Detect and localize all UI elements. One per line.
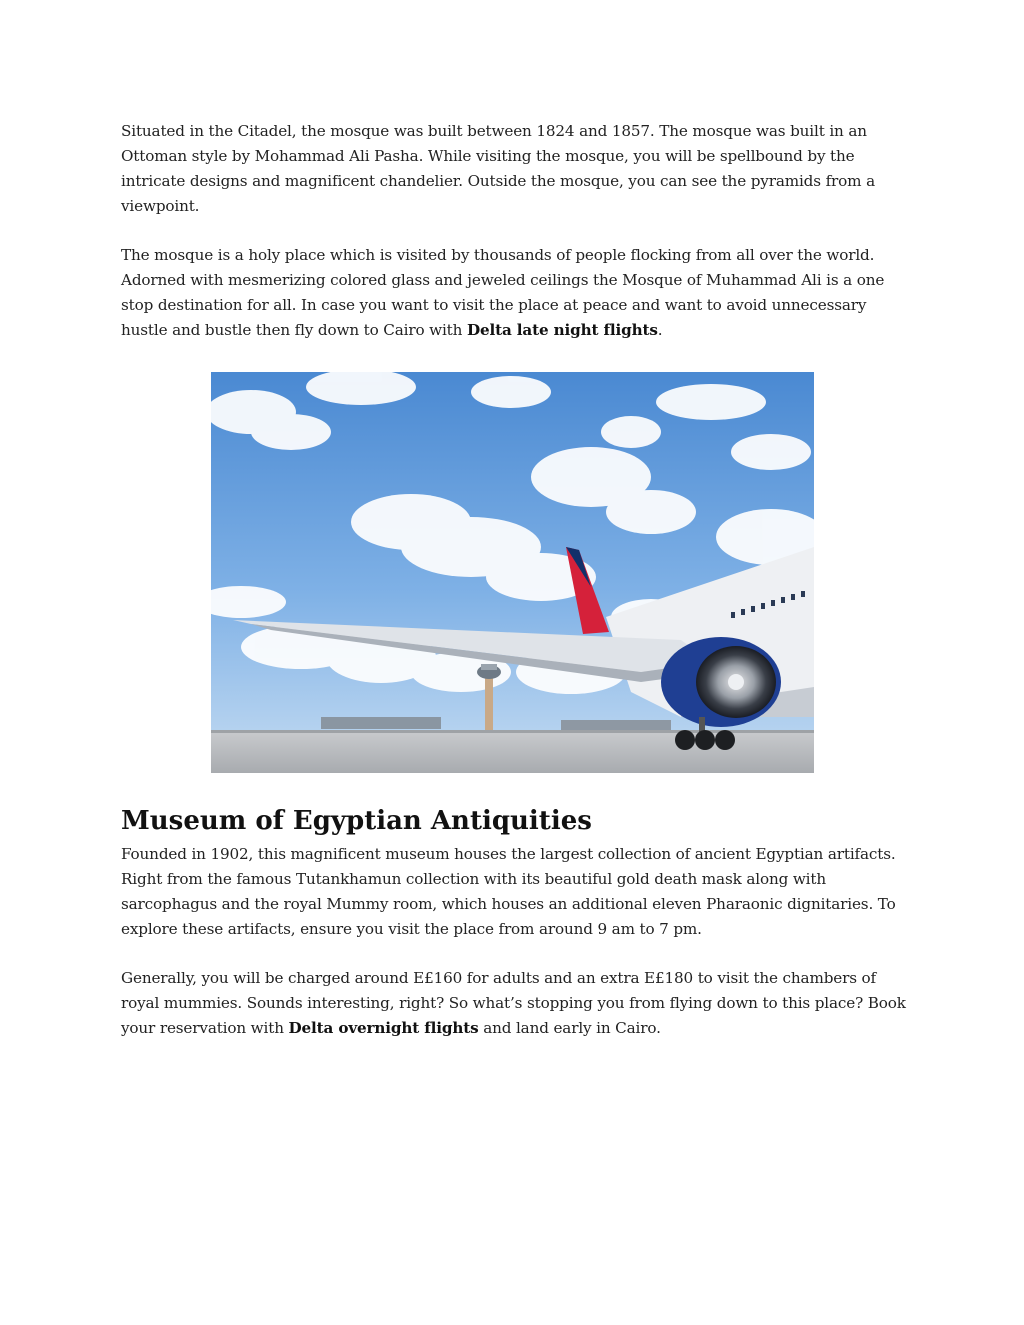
paragraph-mosque-visit: [121, 243, 911, 343]
paragraph-museum-info: [121, 842, 911, 942]
paragraph-museum-pricing: [121, 966, 911, 1041]
section-heading: Museum of Egyptian Antiquities: [121, 806, 592, 836]
paragraph-museum-pricing-end: and land early in Cairo.: [478, 1019, 661, 1037]
airplane-photo: [211, 372, 814, 773]
paragraph-mosque-history: [121, 119, 911, 219]
delta-late-night-flights-link[interactable]: Delta late night flights: [466, 321, 658, 339]
paragraph-mosque-history-text: Situated in the Citadel, the mosque was built between 1824 and 1857. The mosque was built in an Ottoman style by Mohammad Ali Pasha. While visiting the mosque, you will be spellbound by the intricate designs and magnificent chandelier. Outside the mosque, you can see the pyramids from a viewpoint.: [121, 122, 875, 215]
paragraph-mosque-visit-end: .: [657, 321, 663, 339]
paragraph-museum-info-text: Founded in 1902, this magnificent museum houses the largest collection of ancient Egyptian artifacts. Right from the famous Tutankhamun collection with its beautiful gold death mask along with sarcophagus and the royal Mummy room, which houses an additional eleven Pharaonic dignitaries. To explore these artifacts, ensure you visit the place from around 9 am to 7 pm.: [121, 845, 896, 938]
paragraph-museum-pricing-text: Generally, you will be charged around E£160 for adults and an extra E£180 to visit the chambers of royal mummies. Sounds interesting, right? So what’s stopping you from flying down to this place? Book your reservation with: [121, 969, 906, 1037]
delta-overnight-flights-link[interactable]: Delta overnight flights: [288, 1019, 479, 1037]
paragraph-mosque-visit-text: The mosque is a holy place which is visited by thousands of people flocking from all over the world. Adorned with mesmerizing colored glass and jeweled ceilings the Mosque of Muhammad Ali is a one stop destination for all. In case you want to visit the place at peace and want to avoid unnecessary hustle and bustle then fly down to Cairo with: [121, 246, 885, 339]
